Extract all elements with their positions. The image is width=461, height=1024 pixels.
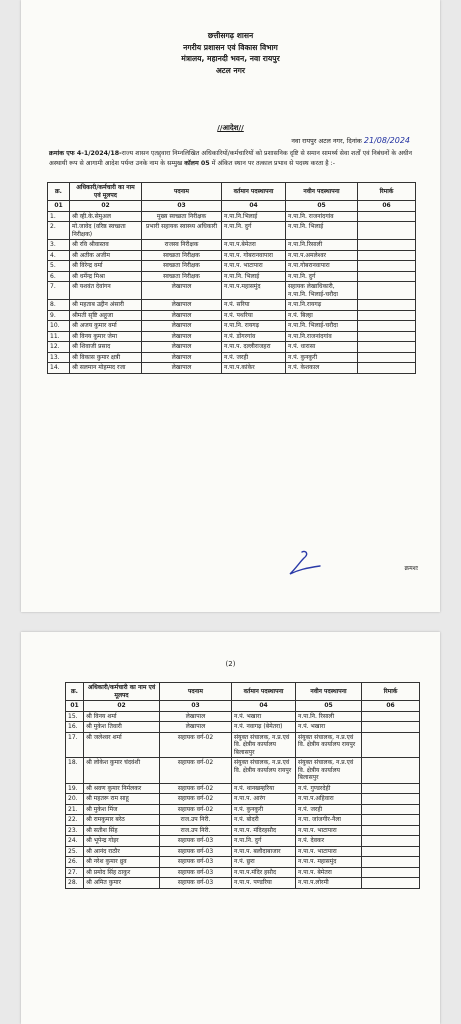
cell-serial: 28. [66, 878, 84, 889]
table-row [66, 804, 420, 815]
table-row [48, 363, 416, 374]
cell-name: श्री लोकेश कुमार चंदवंशी [84, 758, 160, 784]
cell-new-posting: न.पा.नि. दुर्ग [286, 271, 358, 282]
table-row [66, 783, 420, 794]
cell-remark [358, 222, 416, 240]
cell-remark [362, 794, 420, 805]
cell-current-posting: न.पं. कुनकुरी [232, 804, 296, 815]
cell-name: श्री विकास कुमार क्षत्री [70, 352, 142, 363]
cell-current-posting: न.पा.नि. दुर्ग [232, 836, 296, 847]
cell-new-posting: न.पं. धारासा [286, 342, 358, 353]
cell-serial: 26. [66, 857, 84, 868]
cell-current-posting: न.पा.प. मंदिरहसौद [232, 825, 296, 836]
cell-designation: सहायक वर्ग-03 [160, 857, 232, 868]
cell-new-posting: संयुक्त संचालक, न.प्र.एवं वि. क्षेत्रीय कार्यालय बिलासपुर [296, 758, 362, 784]
cell-designation: प्रभारी सहायक स्वास्थ्य अधिकारी [142, 222, 222, 240]
cell-serial: 8. [48, 300, 70, 311]
cell-name: श्री महतरू राम साहू [84, 794, 160, 805]
cell-new-posting: न.पं. केशकाल [286, 363, 358, 374]
table-row [48, 331, 416, 342]
cell-new-posting: न.पा.प. बेमेतरा [296, 867, 362, 878]
header-line: मंत्रालय, महानदी भवन, नवा रायपुर [181, 54, 280, 63]
cell-remark [358, 271, 416, 282]
cell-remark [362, 846, 420, 857]
cell-designation: लेखापाल [142, 352, 222, 363]
cell-serial: 4. [48, 250, 70, 261]
table-row [48, 211, 416, 222]
cell-designation: लेखापाल [142, 331, 222, 342]
col-header-new-posting: नवीन पदस्थापना [296, 683, 362, 701]
col-number: 01 [48, 201, 70, 212]
cell-remark [362, 722, 420, 733]
col-number: 05 [286, 201, 358, 212]
cell-new-posting: न.पं. गुण्डरदेही [296, 783, 362, 794]
header-line: नगरीय प्रशासन एवं विकास विभाग [183, 42, 278, 52]
cell-serial: 13. [48, 352, 70, 363]
cell-current-posting: न.पा.प. भाटापारा [222, 261, 286, 272]
cell-current-posting: न.पं. भखारा [232, 711, 296, 722]
cell-remark [358, 331, 416, 342]
handwritten-date: 21/08/2024 [363, 136, 410, 145]
cell-serial: 7. [48, 282, 70, 300]
cell-serial: 21. [66, 804, 84, 815]
cell-serial: 16. [66, 722, 84, 733]
col-header-remark: रिमार्क [362, 683, 420, 701]
cell-remark [362, 825, 420, 836]
cell-remark [362, 758, 420, 784]
col-number: 02 [70, 201, 142, 212]
order-page-1 [21, 0, 440, 612]
cell-remark [362, 857, 420, 868]
cell-new-posting: न.पा.प.अमलेश्वर [286, 250, 358, 261]
col-header-serial: क्र. [66, 683, 84, 701]
order-number: क्रमांक एफ 4-1/2024/18- [49, 150, 122, 157]
cell-designation: सहायक वर्ग-02 [160, 732, 232, 758]
cell-name: श्री महताब उद्दीन अंसारी [70, 300, 142, 311]
cell-remark [362, 732, 420, 758]
cell-designation: सहायक वर्ग-02 [160, 783, 232, 794]
cell-remark [362, 711, 420, 722]
cell-new-posting: न.पा.नि.रायगढ़ [286, 300, 358, 311]
cell-designation: सहायक वर्ग-03 [160, 846, 232, 857]
order-date [291, 136, 410, 145]
cell-name: श्री शिवाजी प्रसाद [70, 342, 142, 353]
cell-remark [358, 342, 416, 353]
continued-note: क्रमशः [404, 565, 418, 572]
col-header-current-posting: वर्तमान पदस्थापना [222, 183, 286, 201]
cell-current-posting: संयुक्त संचालक, न.प्र.एवं वि. क्षेत्रीय कार्यालय बिलासपुर [232, 732, 296, 758]
cell-serial: 2. [48, 222, 70, 240]
col-number: 02 [84, 701, 160, 712]
signature [276, 548, 326, 578]
cell-name: श्री सतीश सिंह [84, 825, 160, 836]
order-intro [49, 149, 412, 169]
cell-new-posting: न.पा.प.लोरमी [296, 878, 362, 889]
cell-serial: 22. [66, 815, 84, 826]
cell-name: श्री भूपेन्द्र गोइर [84, 836, 160, 847]
cell-current-posting: न.पा.प.बेमेतरा [222, 240, 286, 251]
cell-new-posting: न.पा. जांजगीर-नैला [296, 815, 362, 826]
table-row [66, 815, 420, 826]
cell-new-posting: न.पा.प. भाटापारा [296, 825, 362, 836]
col-header-name: अधिकारी/कर्मचारी का नाम एवं मूलपद [84, 683, 160, 701]
cell-remark [362, 867, 420, 878]
cell-designation: लेखापाल [160, 711, 232, 722]
col-number: 01 [66, 701, 84, 712]
col-header-current-posting: वर्तमान पदस्थापना [232, 683, 296, 701]
cell-designation: स्वच्छता निरीक्षक [142, 271, 222, 282]
cell-designation: राज.उप निरी. [160, 825, 232, 836]
cell-new-posting: न.पं. बिल्हा [286, 310, 358, 321]
cell-current-posting: संयुक्त संचालक, न.प्र.एवं वि. क्षेत्रीय कार्यालय रायपुर [232, 758, 296, 784]
intro-text: राज्य शासन एतद्द्वारा निम्नलिखित अधिकारियों/कर्मचारियों को प्रशासनिक दृष्टि से समान सामर्थ्य सेवा शर्तों एवं निबंधनों के अधीन अस्थायी रूप से आगामी आदेश पर्यन्त उनके नाम के सम्मुख [49, 150, 412, 167]
cell-new-posting: न.पा.गोबरानवापारा [286, 261, 358, 272]
cell-current-posting: न.पा.नि. रायगढ़ [222, 321, 286, 332]
cell-remark [358, 300, 416, 311]
cell-remark [358, 282, 416, 300]
cell-name: श्री रवि श्रीवास्तव [70, 240, 142, 251]
cell-serial: 9. [48, 310, 70, 321]
cell-designation: लेखापाल [142, 300, 222, 311]
table-row [48, 282, 416, 300]
header-line: अटल नगर [215, 65, 246, 75]
col-number: 05 [296, 701, 362, 712]
cell-serial: 19. [66, 783, 84, 794]
cell-name: श्री अमित कुमार [84, 878, 160, 889]
cell-designation: सहायक वर्ग-02 [160, 794, 232, 805]
cell-new-posting: संयुक्त संचालक, न.प्र.एवं वि. क्षेत्रीय कार्यालय रायपुर [296, 732, 362, 758]
cell-designation: लेखापाल [142, 310, 222, 321]
table-row [48, 321, 416, 332]
cell-name: श्री मुकेश मिंज [84, 804, 160, 815]
cell-name: श्री विनय कुमार जेमा [70, 331, 142, 342]
cell-current-posting: न.पा.प.मंदिर हसौद [232, 867, 296, 878]
cell-current-posting: न.पं. बोदरी [232, 815, 296, 826]
order-page-2 [21, 632, 440, 1024]
cell-new-posting: न.पा.प.अहिवारा [296, 794, 362, 805]
cell-current-posting: न.पं. डोंगरगांव [222, 331, 286, 342]
cell-serial: 12. [48, 342, 70, 353]
cell-remark [362, 804, 420, 815]
cell-name: श्री अतीक अजीम [70, 250, 142, 261]
cell-name: श्री जलेश्वर शर्मा [84, 732, 160, 758]
table-row [48, 310, 416, 321]
cell-designation: सहायक वर्ग-03 [160, 836, 232, 847]
cell-remark [358, 363, 416, 374]
cell-serial: 20. [66, 794, 84, 805]
cell-new-posting: न.पं. कुनकुरी [286, 352, 358, 363]
cell-new-posting: न.पा.प. महासमुंद [296, 857, 362, 868]
col-number: 04 [222, 201, 286, 212]
order-title: //आदेश// [217, 123, 244, 132]
table-row [66, 836, 420, 847]
cell-designation: सहायक वर्ग-03 [160, 878, 232, 889]
col-number: 06 [362, 701, 420, 712]
cell-name: श्री धर्मेन्द्र मिश्रा [70, 271, 142, 282]
cell-remark [362, 836, 420, 847]
cell-name: श्री आनंद राठौर [84, 846, 160, 857]
table-row [66, 825, 420, 836]
cell-name: श्री रामकुमार बरेठ [84, 815, 160, 826]
cell-current-posting: न.पा.नि.भिलाई [222, 211, 286, 222]
transfer-table-page-1 [47, 182, 416, 374]
cell-current-posting: न.पं. थानखम्हरिया [232, 783, 296, 794]
cell-designation: लेखापाल [142, 321, 222, 332]
cell-current-posting: न.पा.प.महासमुंद [222, 282, 286, 300]
cell-remark [358, 211, 416, 222]
table-row [66, 794, 420, 805]
transfer-table-page-2 [65, 682, 420, 889]
cell-name: मो.जावेद (वरिष्ठ स्वच्छता निरीक्षक) [70, 222, 142, 240]
cell-designation: लेखापाल [142, 282, 222, 300]
cell-current-posting: न.पा.प. आरंग [232, 794, 296, 805]
cell-name: श्रीमती सृष्टि अहूजा [70, 310, 142, 321]
cell-remark [358, 321, 416, 332]
cell-remark [362, 878, 420, 889]
cell-current-posting: न.पं. छुरा [232, 857, 296, 868]
cell-designation: राज.उप निरी. [160, 815, 232, 826]
table-row [66, 722, 420, 733]
cell-current-posting: न.पा.प.कांकेर [222, 363, 286, 374]
cell-serial: 25. [66, 846, 84, 857]
table-row [66, 867, 420, 878]
cell-current-posting: न.पं. नवागढ़ (बेमेतरा) [232, 722, 296, 733]
cell-designation: लेखापाल [160, 722, 232, 733]
cell-serial: 17. [66, 732, 84, 758]
table-row [48, 250, 416, 261]
table-row [48, 261, 416, 272]
cell-new-posting: न.पा.नि.राजनांदगांव [286, 331, 358, 342]
cell-serial: 6. [48, 271, 70, 282]
table-row [66, 857, 420, 868]
cell-new-posting: न.पा.नि. भिलाई [286, 222, 358, 240]
col-number: 03 [160, 701, 232, 712]
cell-serial: 23. [66, 825, 84, 836]
col-header-designation: पदनाम [142, 183, 222, 201]
intro-tail: में अंकित स्थान पर तत्काल प्रभाव से पदस्थ करता है :- [211, 160, 336, 167]
cell-remark [362, 783, 420, 794]
cell-designation: लेखापाल [142, 363, 222, 374]
cell-name: श्री नरेश कुमार ध्रुव [84, 857, 160, 868]
cell-designation: राजस्व निरीक्षक [142, 240, 222, 251]
cell-remark [358, 240, 416, 251]
col-header-new-posting: नवीन पदस्थापना [286, 183, 358, 201]
cell-current-posting: न.पा.प. बलौदाबाजार [232, 846, 296, 857]
intro-column-ref: कॉलम 05 [184, 160, 210, 167]
cell-remark [358, 250, 416, 261]
cell-name: श्री विरेन्द्र वर्मा [70, 261, 142, 272]
cell-name: श्री श्रवण कुमार निर्मलकर [84, 783, 160, 794]
header-line: छत्तीसगढ़ शासन [207, 31, 254, 40]
cell-serial: 18. [66, 758, 84, 784]
cell-current-posting: न.पं. जरही [222, 352, 286, 363]
col-header-designation: पदनाम [160, 683, 232, 701]
cell-new-posting: न.पा.नि.रिसाली [286, 240, 358, 251]
cell-new-posting: न.पं. जरही [296, 804, 362, 815]
cell-new-posting: न.पं. भखारा [296, 722, 362, 733]
table-row [66, 732, 420, 758]
cell-new-posting: न.पा.नि. भिलाई-चरौदा [286, 321, 358, 332]
cell-current-posting: न.पा.प. पण्डरिया [232, 878, 296, 889]
cell-name: श्री व्ही.के.सेमुअल [70, 211, 142, 222]
cell-current-posting: न.पा.नि. भिलाई [222, 271, 286, 282]
cell-name: श्री विनय शर्मा [84, 711, 160, 722]
col-number: 04 [232, 701, 296, 712]
cell-name: श्री प्रमोद सिंह ठाकुर [84, 867, 160, 878]
cell-new-posting: न.पा.नि. राजनांदगांव [286, 211, 358, 222]
cell-designation: स्वच्छता निरीक्षक [142, 250, 222, 261]
cell-remark [358, 261, 416, 272]
cell-designation: स्वच्छता निरीक्षक [142, 261, 222, 272]
cell-name: श्री अजय कुमार वर्मा [70, 321, 142, 332]
cell-current-posting: न.पा.प. दल्लीराजहरा [222, 342, 286, 353]
col-number: 03 [142, 201, 222, 212]
table-row [48, 342, 416, 353]
cell-new-posting: न.पा.प. भाटापारा [296, 846, 362, 857]
table-row [48, 222, 416, 240]
cell-name: श्री मुकेश तिवारी [84, 722, 160, 733]
cell-current-posting: न.पा.प. गोबरानवापारा [222, 250, 286, 261]
col-header-serial: क्र. [48, 183, 70, 201]
table-row [48, 352, 416, 363]
cell-serial: 10. [48, 321, 70, 332]
cell-remark [358, 310, 416, 321]
cell-new-posting: सहायक लेखाधिकारी, न.पा.नि. भिलाई-चरौदा [286, 282, 358, 300]
cell-current-posting: न.पं. सरिया [222, 300, 286, 311]
cell-designation: सहायक वर्ग-03 [160, 867, 232, 878]
cell-designation: लेखापाल [142, 342, 222, 353]
col-number: 06 [358, 201, 416, 212]
table-row [48, 240, 416, 251]
cell-remark [358, 352, 416, 363]
table-row [48, 300, 416, 311]
table-row [66, 711, 420, 722]
col-header-name: अधिकारी/कर्मचारी का नाम एवं मूलपद [70, 183, 142, 201]
cell-designation: मुख्य स्वच्छता निरीक्षक [142, 211, 222, 222]
date-prefix: नवा रायपुर अटल नगर, दिनांक [291, 137, 362, 145]
cell-serial: 24. [66, 836, 84, 847]
cell-serial: 5. [48, 261, 70, 272]
cell-serial: 15. [66, 711, 84, 722]
col-header-remark: रिमार्क [358, 183, 416, 201]
table-row [48, 271, 416, 282]
cell-designation: सहायक वर्ग-02 [160, 758, 232, 784]
cell-new-posting: न.पं. देवकर [296, 836, 362, 847]
cell-designation: सहायक वर्ग-02 [160, 804, 232, 815]
cell-serial: 3. [48, 240, 70, 251]
table-row [66, 846, 420, 857]
cell-serial: 27. [66, 867, 84, 878]
cell-name: श्री यशवंत देवांगन [70, 282, 142, 300]
cell-new-posting: न.पा.नि. रिसाली [296, 711, 362, 722]
cell-remark [362, 815, 420, 826]
cell-current-posting: न.पं. पथरिया [222, 310, 286, 321]
cell-serial: 14. [48, 363, 70, 374]
cell-name: श्री सलमान मोहम्मद रजा [70, 363, 142, 374]
cell-serial: 1. [48, 211, 70, 222]
table-row [66, 878, 420, 889]
page-number: (2) [225, 660, 236, 668]
document-header [21, 30, 440, 76]
cell-serial: 11. [48, 331, 70, 342]
cell-current-posting: न.पा.नि. दुर्ग [222, 222, 286, 240]
table-row [66, 758, 420, 784]
